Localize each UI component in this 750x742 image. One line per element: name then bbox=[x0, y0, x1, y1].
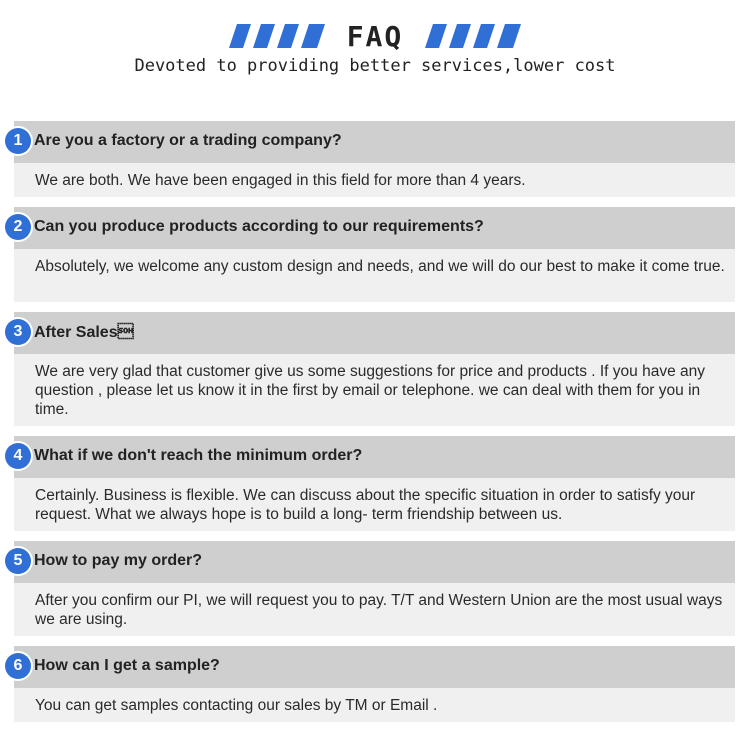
faq-answer: Certainly. Business is flexible. We can discuss about the specific situation in order to satisfy your request. What we always hope is to build a long- term friendship between us. bbox=[35, 487, 696, 523]
faq-question: After Sales bbox=[34, 324, 134, 341]
left-stripes-icon bbox=[229, 24, 325, 48]
faq-number-badge: 1 bbox=[5, 128, 31, 154]
faq-answer: After you confirm our PI, we will request you to pay. T/T and Western Union are the most usual ways we are using. bbox=[35, 592, 723, 628]
faq-number-badge: 5 bbox=[5, 548, 31, 574]
faq-number-badge: 4 bbox=[5, 443, 31, 469]
title-row bbox=[0, 16, 750, 56]
faq-header bbox=[0, 0, 750, 100]
faq-question: What if we don't reach the minimum order? bbox=[34, 447, 363, 464]
page-title: FAQ bbox=[346, 19, 404, 53]
faq-answer: Absolutely, we welcome any custom design and needs, and we will do our best to make it come true. bbox=[35, 258, 725, 275]
faq-question: Are you a factory or a trading company? bbox=[34, 132, 342, 149]
faq-question: How to pay my order? bbox=[34, 552, 203, 569]
faq-question: How can I get a sample? bbox=[34, 657, 220, 674]
faq-answer: We are very glad that customer give us some suggestions for price and products . If you have any question , please let us know it in the first by email or telephone. we can deal with them for you in time. bbox=[35, 363, 706, 418]
faq-number-badge: 2 bbox=[5, 214, 31, 240]
page-subtitle: Devoted to providing better services,lower cost bbox=[134, 56, 616, 76]
right-stripes-icon bbox=[425, 24, 521, 48]
faq-question: Can you produce products according to our requirements? bbox=[34, 218, 484, 235]
faq-number-badge: 6 bbox=[5, 653, 31, 679]
faq-number-badge: 3 bbox=[5, 319, 31, 345]
faq-answer: We are both. We have been engaged in this field for more than 4 years. bbox=[35, 172, 526, 189]
faq-answer: You can get samples contacting our sales by TM or Email . bbox=[35, 697, 438, 714]
